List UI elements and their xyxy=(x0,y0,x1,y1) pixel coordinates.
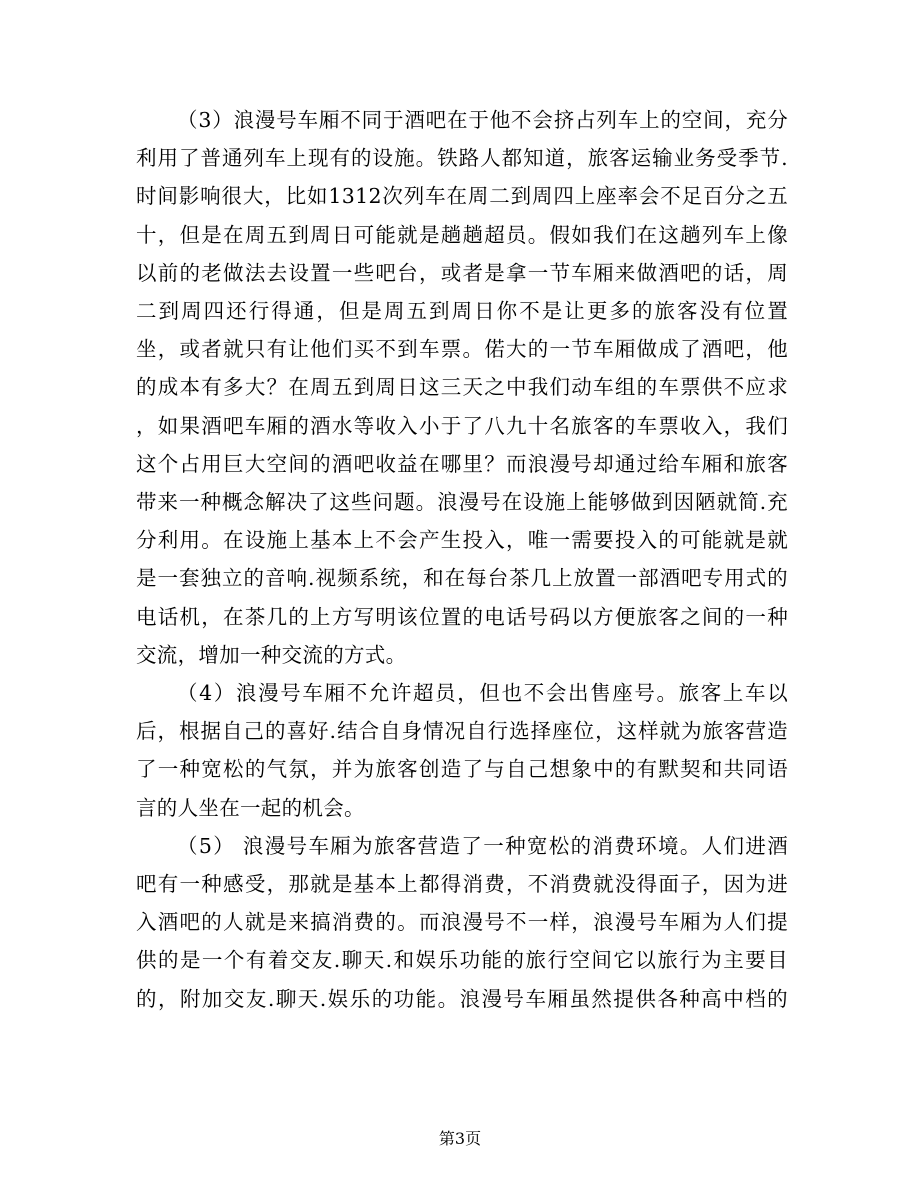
text-line: 交流，增加一种交流的方式。 xyxy=(136,642,407,667)
document-body xyxy=(136,101,788,1018)
text-line: 供的是一个有着交友.聊天.和娱乐功能的旅行空间它以旅行为主要目 xyxy=(136,948,788,973)
text-line: 这个占用巨大空间的酒吧收益在哪里？而浪漫号却通过给车厢和旅客 xyxy=(136,451,788,476)
text-line: （4）浪漫号车厢不允许超员，但也不会出售座号。旅客上车以 xyxy=(177,681,788,706)
text-line: 坐，或者就只有让他们买不到车票。偌大的一节车厢做成了酒吧，他 xyxy=(136,337,788,362)
text-line: 后，根据自己的喜好.结合自身情况自行选择座位，这样就为旅客营造 xyxy=(136,719,788,744)
paragraph-5 xyxy=(136,827,788,1018)
text-line: 十，但是在周五到周日可能就是趟趟超员。假如我们在这趟列车上像 xyxy=(136,222,788,247)
text-line: 时间影响很大，比如1312次列车在周二到周四上座率会不足百分之五 xyxy=(136,184,788,209)
text-line: 以前的老做法去设置一些吧台，或者是拿一节车厢来做酒吧的话，周 xyxy=(136,260,788,285)
page-number: 第3页 xyxy=(438,1129,482,1148)
text-line: 入酒吧的人就是来搞消费的。而浪漫号不一样，浪漫号车厢为人们提 xyxy=(136,910,788,935)
text-line: ，如果酒吧车厢的酒水等收入小于了八九十名旅客的车票收入，我们 xyxy=(136,413,788,438)
text-line: 二到周四还行得通，但是周五到周日你不是让更多的旅客没有位置 xyxy=(136,299,788,324)
text-line: 电话机，在茶几的上方写明该位置的电话号码以方便旅客之间的一种 xyxy=(136,604,788,629)
text-line: 利用了普通列车上现有的设施。铁路人都知道，旅客运输业务受季节. xyxy=(136,146,788,171)
text-line: 吧有一种感受，那就是基本上都得消费，不消费就没得面子，因为进 xyxy=(136,872,788,897)
text-line: （5） 浪漫号车厢为旅客营造了一种宽松的消费环境。人们进酒 xyxy=(177,833,788,858)
text-line: 带来一种概念解决了这些问题。浪漫号在设施上能够做到因陋就简.充 xyxy=(136,490,788,515)
paragraph-3 xyxy=(136,101,788,674)
text-line: 的成本有多大？在周五到周日这三天之中我们动车组的车票供不应求 xyxy=(136,375,788,400)
text-line: （3）浪漫号车厢不同于酒吧在于他不会挤占列车上的空间，充分 xyxy=(177,108,788,132)
text-line: 分利用。在设施上基本上不会产生投入，唯一需要投入的可能就是就 xyxy=(136,528,788,553)
paragraph-4 xyxy=(136,674,788,827)
text-line: 的，附加交友.聊天.娱乐的功能。浪漫号车厢虽然提供各种高中档的 xyxy=(136,986,788,1011)
text-line: 是一套独立的音响.视频系统，和在每台茶几上放置一部酒吧专用式的 xyxy=(136,566,788,591)
text-line: 了一种宽松的气氛，并为旅客创造了与自己想象中的有默契和共同语 xyxy=(136,757,788,782)
text-line: 言的人坐在一起的机会。 xyxy=(136,795,365,820)
